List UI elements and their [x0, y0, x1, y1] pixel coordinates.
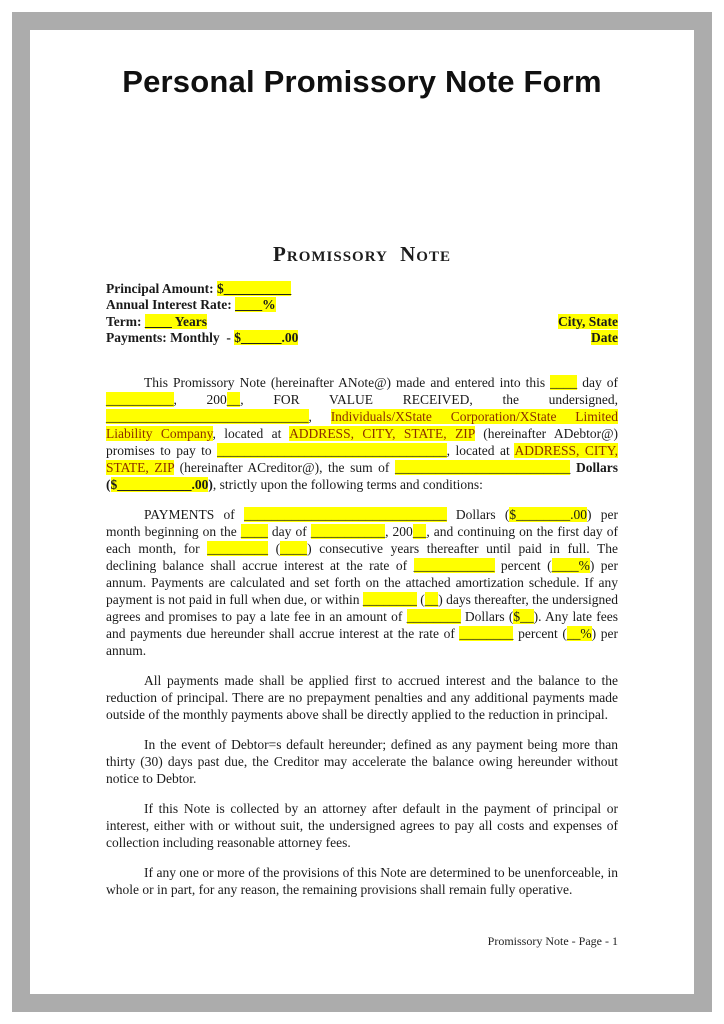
- highlighted-blank: __________: [106, 391, 174, 407]
- text-run: If this Note is collected by an attorney after default in the payment of principal or interest, either with or without suit, the undersigned agrees to pay all costs and expenses of collection including reasonable attorney fees.: [106, 800, 618, 850]
- text-run: If any one or more of the provisions of this Note are determined to be unenforceable, in whole or in part, for any reason, the remaining provisions shall remain fully operative.: [106, 864, 618, 897]
- text-run: ) per month beginning on the: [106, 506, 619, 539]
- city-state-field: [558, 314, 618, 331]
- highlighted-blank: ____: [550, 374, 578, 390]
- highlighted-placeholder: ADDRESS, CITY, STATE, ZIP: [106, 442, 618, 475]
- text-run: (hereinafter ACreditor@), the sum of: [174, 459, 395, 475]
- field-row-interest-rate: [106, 297, 618, 314]
- highlighted-blank: ________: [362, 591, 417, 607]
- highlighted-blank: $______.00: [234, 330, 299, 346]
- text-run: Term:: [106, 313, 145, 329]
- highlighted-blank: _________: [207, 540, 268, 556]
- highlighted-blank: ______________________________: [244, 506, 447, 522]
- text-run: This Promissory Note (hereinafter ANote@) made and entered into this: [144, 374, 551, 390]
- highlighted-blank: __: [226, 391, 241, 407]
- text-run: ) per annum.: [106, 625, 619, 658]
- page-frame: [12, 12, 712, 1012]
- highlighted-blank: ____: [240, 523, 268, 539]
- text-run: day of: [267, 523, 311, 539]
- field-row-term: [106, 314, 618, 331]
- highlighted-placeholder: ADDRESS, CITY, STATE, ZIP: [289, 425, 475, 441]
- highlighted-blank: ____________: [413, 557, 495, 573]
- text-run: In the event of Debtor=s default hereunder; defined as any payment being more than thirty (30) days past due, the Creditor may accelerate the balance owing hereunder without notice to Debtor.: [106, 736, 618, 786]
- text-run: , strictly upon the following terms and conditions:: [212, 476, 483, 492]
- highlighted-blank: ____: [280, 540, 308, 556]
- paragraph-payments: [106, 506, 618, 659]
- paragraph-intro: [106, 374, 618, 493]
- highlighted-blank: __%: [566, 625, 592, 641]
- highlighted-blank: $________.00: [509, 506, 587, 522]
- text-run: (: [268, 540, 281, 556]
- annual-interest-rate-field: [106, 297, 276, 314]
- text-run: percent (: [494, 557, 552, 573]
- text-run: , 200: [385, 523, 413, 539]
- highlighted-blank: City, State: [558, 313, 618, 329]
- highlighted-blank: $__________: [217, 280, 292, 296]
- highlighted-blank: Date: [591, 330, 618, 346]
- highlighted-blank: ____ Years: [144, 313, 207, 329]
- field-row-principal-amount: [106, 281, 618, 298]
- text-run: (: [416, 591, 425, 607]
- highlighted-blank: ________: [459, 625, 514, 641]
- text-run: , and continuing on the first day of each month, for: [106, 523, 618, 556]
- paragraph-application-of-payments: [106, 672, 618, 723]
- text-run: , located at: [212, 425, 290, 441]
- highlighted-blank: __________________________________: [217, 442, 447, 458]
- field-row-payments: [106, 330, 618, 347]
- text-run: Principal Amount:: [106, 280, 218, 296]
- text-run: ) consecutive years thereafter until paid in full. The declining balance shall accrue interest at the rate of: [106, 540, 618, 573]
- highlighted-blank: $__: [513, 608, 534, 624]
- text-run: ). Any late fees and payments due hereunder shall accrue interest at the rate of: [106, 608, 618, 641]
- highlighted-blank: __: [424, 591, 439, 607]
- text-run: Payments: Monthly -: [106, 330, 235, 346]
- summary-fields: [106, 281, 618, 347]
- text-run: day of: [577, 374, 618, 390]
- principal-amount-field: [106, 281, 291, 298]
- text-run: Dollars (: [446, 506, 510, 522]
- text-run: , FOR VALUE RECEIVED, the undersigned,: [240, 391, 618, 407]
- date-field: [591, 330, 618, 347]
- highlighted-placeholder: Individuals/XState Corporation/XState Limited Liability Company: [106, 408, 619, 441]
- document-title: Personal Promissory Note Form: [122, 64, 602, 99]
- payments-field: [106, 330, 298, 347]
- paragraph-attorney-fees: [106, 800, 618, 851]
- text-run: Dollars (: [460, 608, 514, 624]
- text-run: ): [208, 476, 213, 492]
- highlighted-blank: __: [412, 523, 427, 539]
- term-field: [106, 314, 207, 331]
- note-heading: Promissory Note: [273, 241, 451, 266]
- note-body: [106, 374, 618, 898]
- paragraph-severability: [106, 864, 618, 898]
- paragraph-default: [106, 736, 618, 787]
- document-page: [30, 30, 694, 994]
- text-run: ,: [308, 408, 331, 424]
- highlighted-blank: ________: [406, 608, 461, 624]
- text-run: Dollars (: [106, 459, 619, 492]
- text-run: All payments made shall be applied first to accrued interest and the balance to the reduction of principal. There are no prepayment penalties and any additional payments made outside of the monthly payments above shall be directly applied to the reduction in principal.: [106, 672, 618, 722]
- text-run: , 200: [173, 391, 227, 407]
- highlighted-blank: ____%: [551, 557, 590, 573]
- text-run: (hereinafter ADebtor@) promises to pay to: [106, 425, 618, 458]
- text-run: Annual Interest Rate:: [106, 297, 236, 313]
- highlighted-blank: ___________: [310, 523, 386, 539]
- highlighted-blank: ____%: [235, 297, 276, 313]
- text-run: PAYMENTS of: [144, 506, 245, 522]
- highlighted-blank: __________________________: [394, 459, 571, 475]
- text-run: percent (: [513, 625, 567, 641]
- highlighted-blank: $___________.00: [110, 476, 209, 492]
- page-footer: Promissory Note - Page - 1: [487, 933, 618, 948]
- text-run: ) per annum. Payments are calculated and set forth on the attached amortization schedule. If any payment is not paid in full when due, or within: [106, 557, 619, 607]
- text-run: , located at: [446, 442, 515, 458]
- text-run: ) days thereafter, the undersigned agrees and promises to pay a late fee in an amount of: [106, 591, 618, 624]
- highlighted-blank: ______________________________: [106, 408, 309, 424]
